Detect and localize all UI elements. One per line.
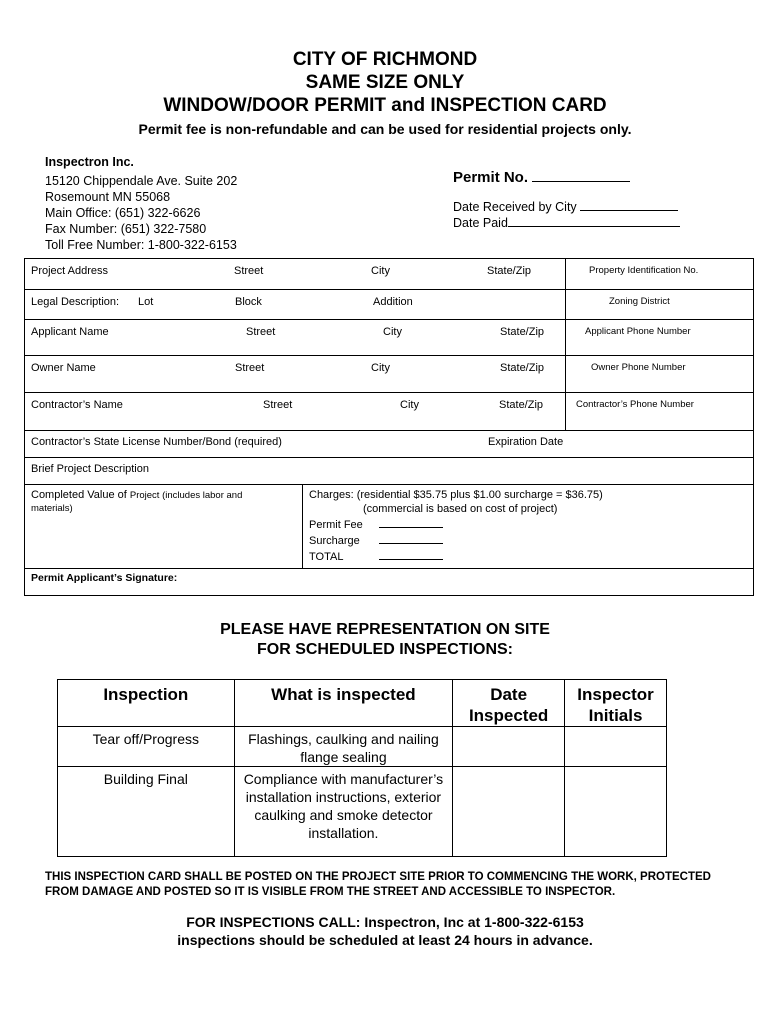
company-toll-free: Toll Free Number: 1-800-322-6153 [45, 238, 237, 252]
title-city: CITY OF RICHMOND [292, 49, 478, 70]
charges-divider [302, 485, 303, 569]
commercial-note: (commercial is based on cost of project) [363, 503, 558, 515]
applicant-name-label: Applicant Name [31, 326, 109, 338]
inspection-header-row [58, 680, 667, 727]
row-contractor [25, 393, 753, 431]
street-label: Street [234, 265, 264, 277]
date-paid-line[interactable] [508, 215, 680, 227]
project-address-label: Project Address [31, 265, 109, 277]
project-description-label: Brief Project Description [31, 463, 149, 475]
contractor-street-label: Street [263, 399, 293, 411]
applicant-street-label: Street [246, 326, 276, 338]
representation-notice [0, 620, 770, 660]
permit-number-field[interactable] [453, 170, 680, 185]
inspection-name: Tear off/Progress [58, 727, 235, 767]
row-value-charges [25, 485, 753, 569]
header-what-inspected: What is inspected [234, 680, 453, 727]
notice-line2: FOR SCHEDULED INSPECTIONS: [256, 641, 513, 658]
owner-state-zip-label: State/Zip [500, 362, 545, 374]
call-line: FOR INSPECTIONS CALL: Inspectron, Inc at 1-800-322-6153 [186, 914, 584, 930]
zoning-district-label: Zoning District [609, 296, 670, 307]
permit-fee-label: Permit Fee [309, 519, 363, 531]
license-label: Contractor’s State License Number/Bond (required) [31, 436, 282, 448]
owner-name-label: Owner Name [31, 362, 96, 374]
table-row [58, 767, 667, 857]
posting-notice: THIS INSPECTION CARD SHALL BE POSTED ON THE PROJECT SITE PRIOR TO COMMENCING THE WORK, PROTECTED FROM DAMAGE AND POSTED SO IT IS VISIBLE FROM THE STREET AND ACCESSIBLE TO INSPECTOR. [45, 871, 711, 898]
contractor-state-zip-label: State/Zip [499, 399, 544, 411]
title-same-size: SAME SIZE ONLY [305, 72, 465, 93]
company-address2: Rosemount MN 55068 [45, 190, 171, 204]
date-inspected-cell[interactable] [453, 767, 565, 857]
permit-number-label: Permit No. [453, 169, 529, 186]
date-received-line[interactable] [580, 199, 678, 211]
table-row [58, 727, 667, 767]
call-block [0, 913, 770, 949]
contractor-city-label: City [400, 399, 419, 411]
header-inspector-initials: Inspector Initials [565, 680, 667, 727]
company-fax: Fax Number: (651) 322-7580 [45, 222, 207, 236]
date-received-field[interactable] [453, 199, 680, 215]
inspection-name: Building Final [58, 767, 235, 857]
completed-value-text: Completed Value of [31, 489, 127, 501]
surcharge-label: Surcharge [309, 535, 360, 547]
permit-block [453, 170, 680, 231]
permit-number-line[interactable] [532, 170, 630, 182]
header-inspection: Inspection [58, 680, 235, 727]
contractor-name-label: Contractor’s Name [31, 399, 123, 411]
applicant-city-label: City [383, 326, 402, 338]
surcharge-field[interactable] [309, 532, 603, 548]
owner-city-label: City [371, 362, 390, 374]
row-applicant [25, 320, 753, 356]
completed-value-label [31, 489, 291, 515]
inspector-initials-cell[interactable] [565, 767, 667, 857]
permit-fee-field[interactable] [309, 516, 603, 532]
row-signature [25, 569, 753, 595]
charges-block [309, 488, 603, 564]
contractor-phone-label: Contractor’s Phone Number [576, 399, 694, 410]
legal-description-label: Legal Description: [31, 296, 120, 308]
row-project-description [25, 458, 753, 485]
row-license [25, 431, 753, 458]
phone-column-divider [565, 259, 566, 431]
signature-label: Permit Applicant’s Signature: [31, 572, 178, 584]
date-received-label: Date Received by City [453, 200, 577, 214]
owner-phone-label: Owner Phone Number [591, 362, 686, 373]
completed-value-materials: materials) [31, 503, 73, 514]
company-main-office: Main Office: (651) 322-6626 [45, 206, 201, 220]
surcharge-line[interactable] [379, 532, 443, 544]
applicant-state-zip-label: State/Zip [500, 326, 545, 338]
completed-value-detail: Project (includes labor and [129, 490, 243, 501]
block-label: Block [235, 296, 262, 308]
date-paid-label: Date Paid [453, 216, 508, 230]
fee-notice: Permit fee is non-refundable and can be used for residential projects only. [138, 121, 632, 137]
applicant-phone-label: Applicant Phone Number [585, 326, 691, 337]
title-permit-card: WINDOW/DOOR PERMIT and INSPECTION CARD [163, 95, 607, 116]
total-field[interactable] [309, 548, 603, 564]
row-owner [25, 356, 753, 393]
company-info [45, 154, 237, 253]
row-project-address [25, 259, 753, 290]
schedule-line: inspections should be scheduled at least 24 hours in advance. [177, 932, 593, 948]
owner-street-label: Street [235, 362, 265, 374]
notice-line1: PLEASE HAVE REPRESENTATION ON SITE [220, 621, 550, 638]
charges-text: Charges: (residential $35.75 plus $1.00 surcharge = $36.75) [309, 489, 603, 501]
date-paid-field[interactable] [453, 215, 680, 231]
city-label: City [371, 265, 390, 277]
header-date-inspected: Date Inspected [453, 680, 565, 727]
date-inspected-cell[interactable] [453, 727, 565, 767]
state-zip-label: State/Zip [487, 265, 532, 277]
expiration-date-label: Expiration Date [488, 436, 564, 448]
inspector-initials-cell[interactable] [565, 727, 667, 767]
company-name: Inspectron Inc. [45, 155, 134, 169]
lot-label: Lot [138, 296, 154, 308]
permit-form [24, 258, 754, 596]
inspection-what: Flashings, caulking and nailing flange sealing [234, 727, 453, 767]
total-line[interactable] [379, 548, 443, 560]
inspection-what: Compliance with manufacturer’s installation instructions, exterior caulking and smoke detector installation. [234, 767, 453, 857]
permit-fee-line[interactable] [379, 516, 443, 528]
company-address1: 15120 Chippendale Ave. Suite 202 [45, 174, 238, 188]
total-label: TOTAL [309, 551, 344, 563]
inspection-table [57, 679, 667, 857]
title-block [0, 48, 770, 138]
property-id-label: Property Identification No. [589, 265, 699, 276]
addition-label: Addition [373, 296, 413, 308]
row-legal-description [25, 290, 753, 320]
